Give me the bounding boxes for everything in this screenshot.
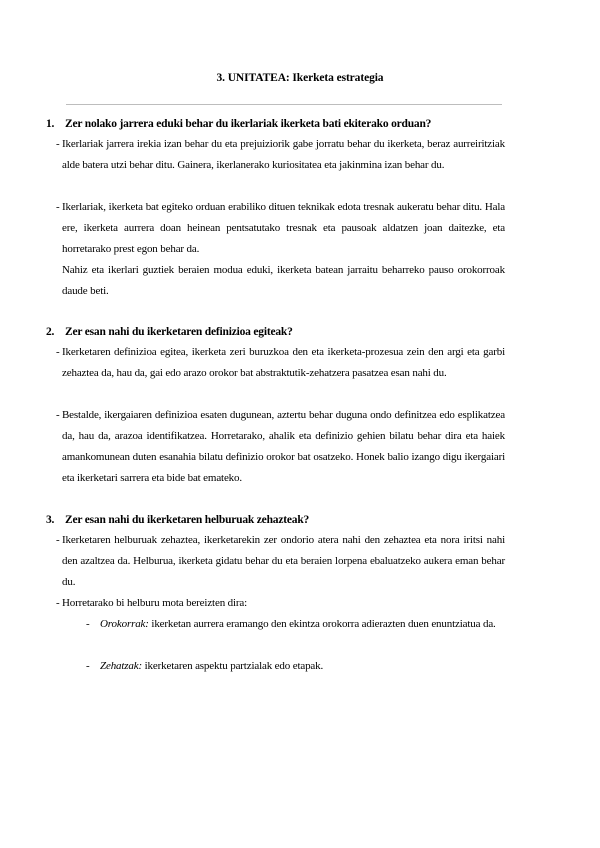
section-1-title: Zer nolako jarrera eduki behar du ikerlariak ikerketa bati ekiterako orduan? xyxy=(65,118,432,130)
section-2-heading xyxy=(46,326,293,338)
section-3-bullet-1-text: Ikerketaren helburuak zehaztea, ikerketarekin zer ondorio atera nahi den zehaztea eta nora iritsi nahi den azaltzea da. Helburua, ikerketa gidatu behar du eta beraien lorpena ebaluatzeko aukera eman behar du. xyxy=(62,534,505,588)
section-1-extra-paragraph: Nahiz eta ikerlari guztiek beraien modua eduki, ikerketa batean jarraitu beharreko pauso orokorroak daude beti. xyxy=(62,264,505,297)
subitem-term: Zehatzak: xyxy=(100,660,143,672)
section-3-bullet-2-text: Horretarako bi helburu mota bereizten dira: xyxy=(62,597,248,609)
bullet-dash: - xyxy=(56,409,60,421)
section-2-bullet-2 xyxy=(56,405,505,489)
section-3-bullet-2 xyxy=(56,593,505,614)
section-3-subitem-1 xyxy=(86,614,505,635)
section-3-heading xyxy=(46,514,309,526)
section-3-number: 3. xyxy=(46,514,55,526)
subitem-term: Orokorrak: xyxy=(100,618,149,630)
section-2-bullet-1-text: Ikerketaren definizioa egitea, ikerketa zeri buruzkoa den eta ikerketa-prozesua zein den argi eta garbi zehaztea da, hau da, gai edo arazo orokor bat abstraktutik-zehatzera pasatzea esan nahi du. xyxy=(62,346,505,379)
section-3-bullet-1 xyxy=(56,530,505,593)
page-title: 3. UNITATEA: Ikerketa estrategia xyxy=(216,72,384,84)
section-2-bullet-2-text: Bestalde, ikergaiaren definizioa esaten dugunean, aztertu behar duguna ondo definitzea edo esplikatzea da, hau da, arazoa identifikatzea. Horretarako, ahalik eta definizio gehien bilatu behar dira eta haiek amankomunean duten esanahia bilatu definizio orokor bat osatzeko. Honek balio izango digu ikergaiari eta ikerketari sarrera eta bide bat emateko. xyxy=(62,409,505,484)
bullet-dash: - xyxy=(56,346,60,358)
section-1-number: 1. xyxy=(46,118,55,130)
section-2-title: Zer esan nahi du ikerketaren definizioa egiteak? xyxy=(65,326,293,338)
section-3-subitem-2 xyxy=(86,656,505,677)
section-1-bullet-1-text: Ikerlariak jarrera irekia izan behar du eta prejuiziorik gabe jorratu behar du ikerketa, beraz aurreiritziak alde batera utzi behar ditu. Gainera, ikerlanerako kuriositatea eta jakinmina izan behar du. xyxy=(62,138,505,171)
bullet-dash: - xyxy=(56,138,60,150)
section-1-heading xyxy=(46,118,431,130)
title-divider xyxy=(66,104,502,105)
subitem-dash: - xyxy=(86,660,90,672)
bullet-dash: - xyxy=(56,597,60,609)
section-1-bullet-2-text: Ikerlariak, ikerketa bat egiteko orduan erabiliko dituen teknikak edota tresnak aukeratu behar ditu. Hala ere, ikerketa aurrera doan heinean pentsatutako tresnak eta pausoak aldatzen joan daitezke, eta horretarako prest egon behar da. xyxy=(62,201,505,255)
section-1-bullet-2 xyxy=(56,197,505,260)
subitem-dash: - xyxy=(86,618,90,630)
section-3-title: Zer esan nahi du ikerketaren helburuak zehazteak? xyxy=(65,514,310,526)
subitem-text: ikerketan aurrera eramango den ekintza orokorra adierazten duen enuntziatua da. xyxy=(148,618,496,630)
bullet-dash: - xyxy=(56,534,60,546)
subitem-text: ikerketaren aspektu partzialak edo etapak. xyxy=(142,660,324,672)
section-2-bullet-1 xyxy=(56,342,505,384)
section-2-number: 2. xyxy=(46,326,55,338)
bullet-dash: - xyxy=(56,201,60,213)
section-1-bullet-1 xyxy=(56,134,505,176)
